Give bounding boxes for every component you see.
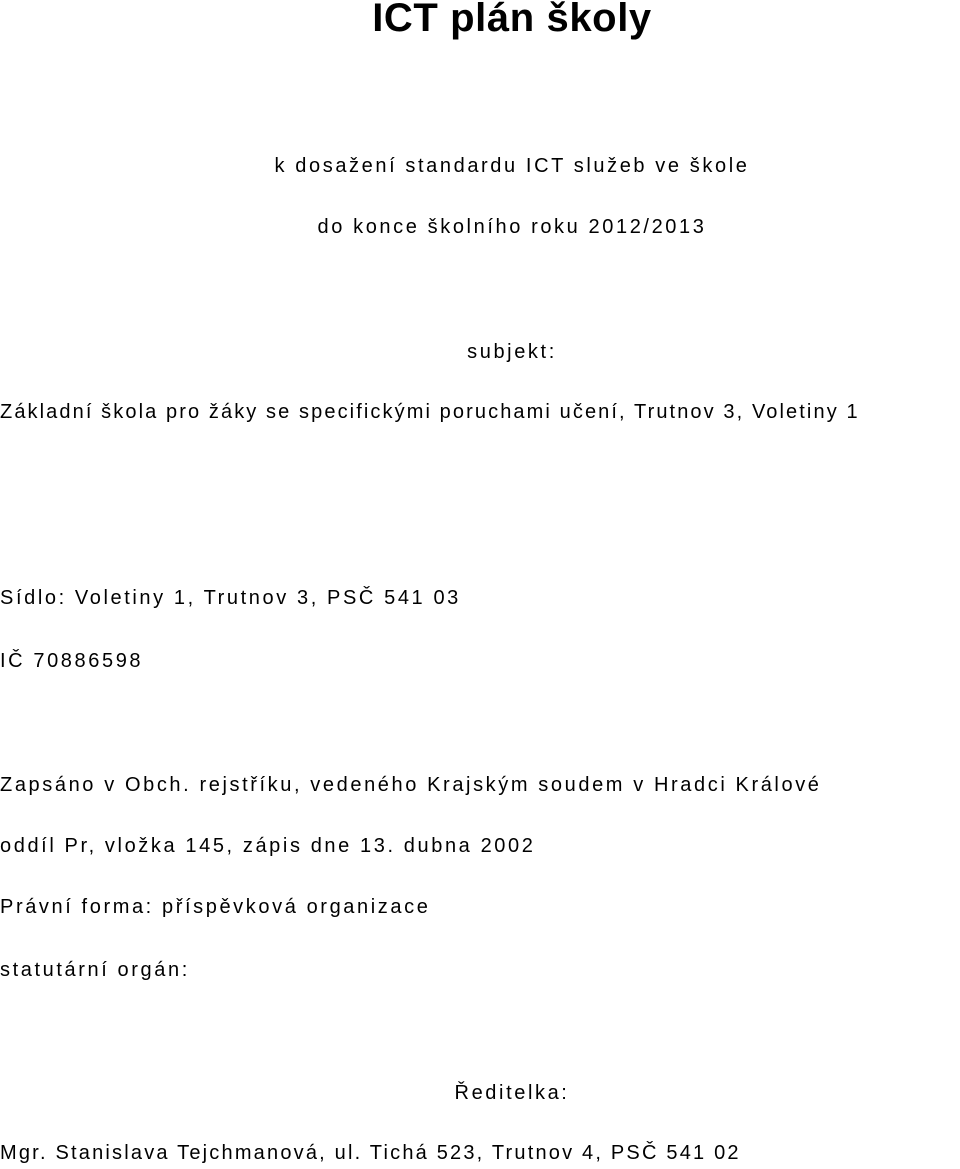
subject-label: subjekt: <box>467 341 557 363</box>
subtitle-school-year: do konce školního roku 2012/2013 <box>317 216 707 238</box>
statutory-body-label: statutární orgán: <box>0 959 190 981</box>
director-name-address: Mgr. Stanislava Tejchmanová, ul. Tichá 523, Trutnov 4, PSČ 541 02 <box>0 1142 741 1164</box>
school-name: Základní škola pro žáky se specifickými poruchami učení, Trutnov 3, Voletiny 1 <box>0 401 860 423</box>
director-label: Ředitelka: <box>454 1082 570 1104</box>
school-ic: IČ 70886598 <box>0 650 144 672</box>
school-seat: Sídlo: Voletiny 1, Trutnov 3, PSČ 541 03 <box>0 587 461 609</box>
subtitle-standard: k dosažení standardu ICT služeb ve škole <box>274 155 750 177</box>
legal-form: Právní forma: příspěvková organizace <box>0 896 431 918</box>
register-section: oddíl Pr, vložka 145, zápis dne 13. dubna 2002 <box>0 835 536 857</box>
register-entry: Zapsáno v Obch. rejstříku, vedeného Krajským soudem v Hradci Králové <box>0 774 822 796</box>
document-title: ICT plán školy <box>372 0 652 40</box>
